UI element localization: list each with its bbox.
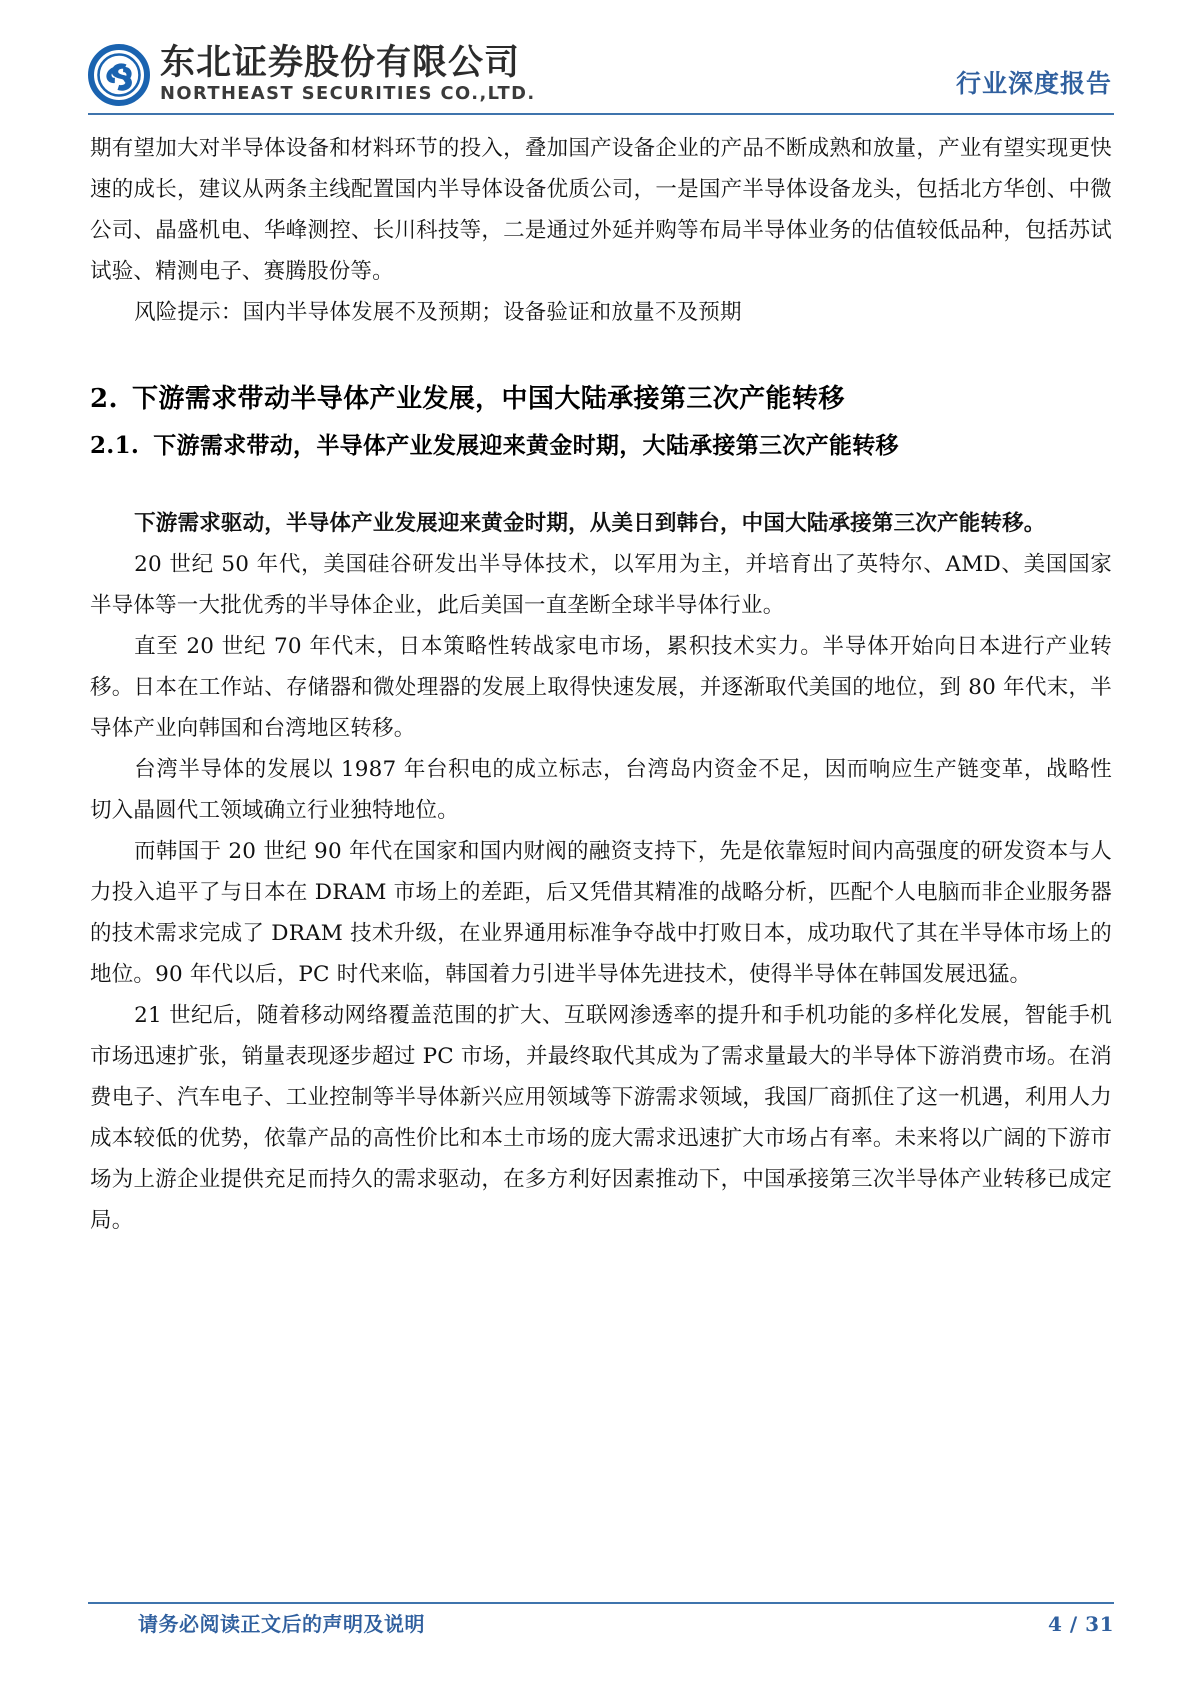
page-number: 4 / 31	[1048, 1612, 1114, 1636]
subsection-number: 2.1.	[90, 432, 140, 459]
company-name-cn: 东北证券股份有限公司	[160, 42, 521, 83]
body-paragraph: 21 世纪后，随着移动网络覆盖范围的扩大、互联网渗透率的提升和手机功能的多样化发展，智能手机市场迅速扩张，销量表现逐步超过 PC 市场，并最终取代其成为了需求量最大的半导体下游消费市场。在消费电子、汽车电子、工业控制等半导体新兴应用领域等下游需求领域，我国厂商抓住了这一机遇，利用人力成本较低的优势，依靠产品的高性价比和本土市场的庞大需求迅速扩大市场占有率。未来将以广阔的下游市场为上游企业提供充足而持久的需求驱动，在多方利好因素推动下，中国承接第三次半导体产业转移已成定局。	[90, 1003, 1112, 1233]
footer-divider	[88, 1602, 1114, 1604]
body-paragraph: 而韩国于 20 世纪 90 年代在国家和国内财阀的融资支持下，先是依靠短时间内高强度的研发资本与人力投入追平了与日本在 DRAM 市场上的差距，后又凭借其精准的战略分析，匹配个人电脑而非企业服务器的技术需求完成了 DRAM 技术升级，在业界通用标准争夺战中打败日本，成功取代了其在半导体市场上的地位。90 年代以后，PC 时代来临，韩国着力引进半导体先进技术，使得半导体在韩国发展迅猛。	[90, 839, 1112, 987]
document-type-label: 行业深度报告	[955, 69, 1112, 98]
brand-block	[88, 36, 536, 114]
continued-paragraph: 期有望加大对半导体设备和材料环节的投入，叠加国产设备企业的产品不断成熟和放量，产业有望实现更快速的成长，建议从两条主线配置国内半导体设备优质公司，一是国产半导体设备龙头，包括北方华创、中微公司、晶盛机电、华峰测控、长川科技等，二是通过外延并购等布局半导体业务的估值较低品种，包括苏试试验、精测电子、赛腾股份等。	[90, 136, 1112, 284]
body-paragraph: 20 世纪 50 年代，美国硅谷研发出半导体技术，以军用为主，并培育出了英特尔、AMD、美国国家半导体等一大批优秀的半导体企业，此后美国一直垄断全球半导体行业。	[90, 552, 1112, 618]
brand-text	[160, 42, 536, 105]
page-footer	[88, 1608, 1114, 1637]
section-heading-2	[90, 379, 1112, 419]
footer-disclaimer-note: 请务必阅读正文后的声明及说明	[138, 1612, 425, 1636]
section-title: 下游需求带动半导体产业发展，中国大陆承接第三次产能转移	[131, 384, 845, 414]
section-number: 2.	[90, 384, 118, 414]
spacer	[90, 465, 1112, 503]
risk-warning-line: 风险提示：国内半导体发展不及预期；设备验证和放量不及预期	[134, 300, 742, 325]
body-paragraph: 台湾半导体的发展以 1987 年台积电的成立标志，台湾岛内资金不足，因而响应生产链变革，战略性切入晶圆代工领域确立行业独特地位。	[90, 757, 1112, 823]
company-name-en: NORTHEAST SECURITIES CO.,LTD.	[160, 83, 536, 104]
page-header	[88, 22, 1112, 114]
document-content	[90, 128, 1112, 1241]
subsection-title: 下游需求带动，半导体产业发展迎来黄金时期，大陆承接第三次产能转移	[153, 432, 899, 459]
body-paragraph: 直至 20 世纪 70 年代末，日本策略性转战家电市场，累积技术实力。半导体开始向日本进行产业转移。日本在工作站、存储器和微处理器的发展上取得快速发展，并逐渐取代美国的地位，到 80 年代末，半导体产业向韩国和台湾地区转移。	[90, 634, 1112, 741]
lead-paragraph: 下游需求驱动，半导体产业发展迎来黄金时期，从美日到韩台，中国大陆承接第三次产能转移。	[134, 511, 1046, 536]
spacer	[90, 333, 1112, 379]
header-divider	[88, 113, 1114, 115]
northeast-securities-logo-icon	[88, 44, 150, 106]
spacer	[90, 419, 1112, 427]
section-heading-2-1	[90, 427, 1112, 465]
